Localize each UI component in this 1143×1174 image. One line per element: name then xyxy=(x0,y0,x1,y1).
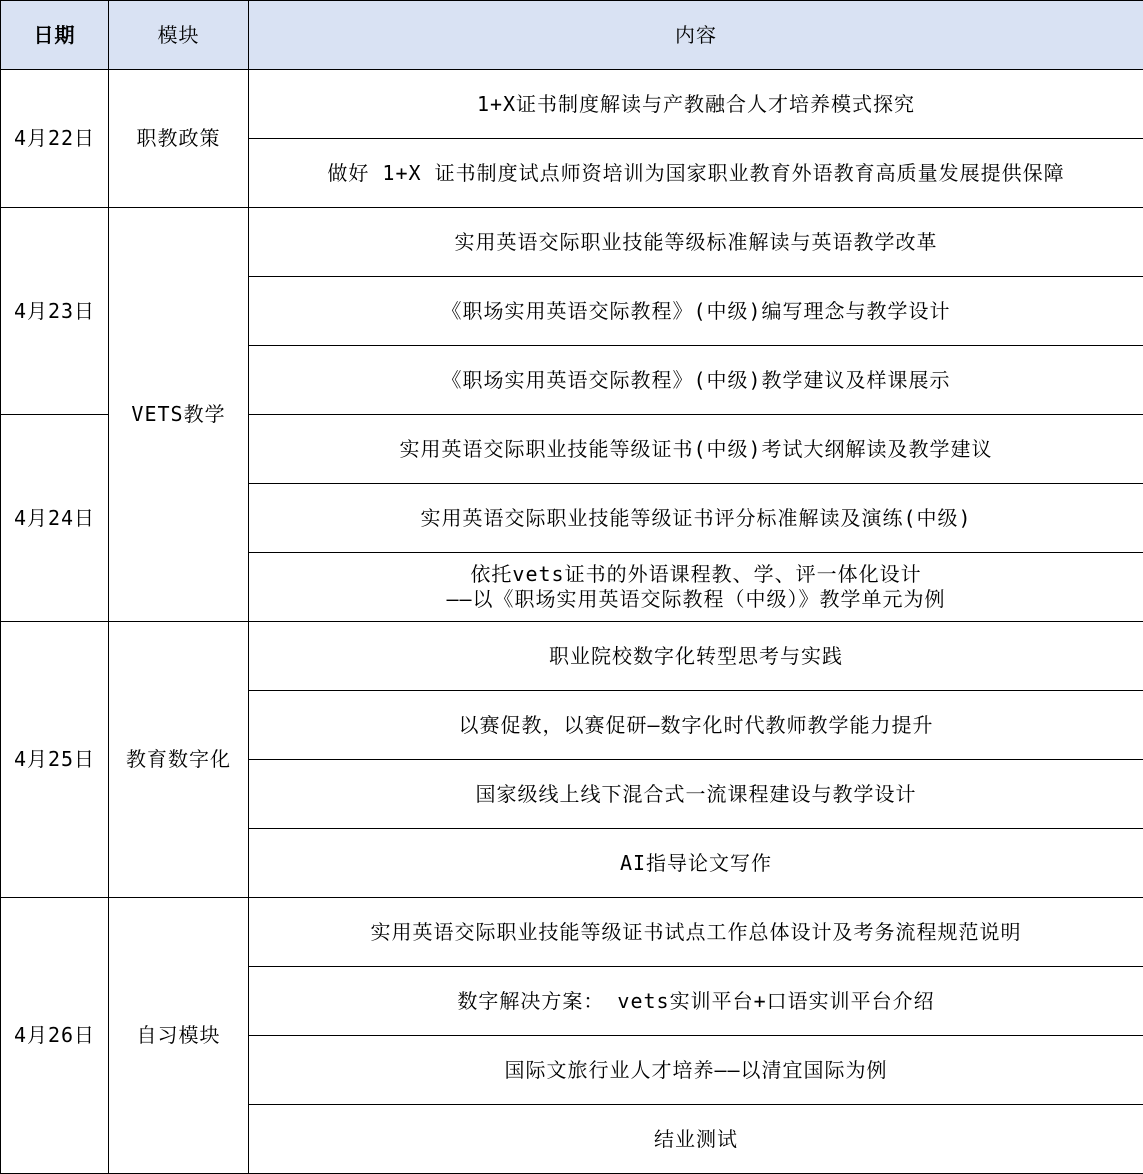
content-cell: 职业院校数字化转型思考与实践 xyxy=(249,622,1143,691)
table-row xyxy=(1,208,1143,277)
content-cell: 实用英语交际职业技能等级证书试点工作总体设计及考务流程规范说明 xyxy=(249,898,1143,967)
content-cell: 1+X证书制度解读与产教融合人才培养模式探究 xyxy=(249,70,1143,139)
content-cell: AI指导论文写作 xyxy=(249,829,1143,898)
header-module: 模块 xyxy=(109,1,249,70)
module-cell-self-study: 自习模块 xyxy=(109,898,249,1174)
header-row xyxy=(1,1,1143,70)
module-cell-policy: 职教政策 xyxy=(109,70,249,208)
date-cell-0423: 4月23日 xyxy=(1,208,109,415)
table-row xyxy=(1,70,1143,139)
date-cell-0422: 4月22日 xyxy=(1,70,109,208)
module-cell-digital: 教育数字化 xyxy=(109,622,249,898)
header-content: 内容 xyxy=(249,1,1143,70)
content-cell: 《职场实用英语交际教程》(中级)编写理念与教学设计 xyxy=(249,277,1143,346)
table-row xyxy=(1,898,1143,967)
content-cell: 实用英语交际职业技能等级标准解读与英语教学改革 xyxy=(249,208,1143,277)
header-date: 日期 xyxy=(1,1,109,70)
table-row xyxy=(1,622,1143,691)
content-cell: 结业测试 xyxy=(249,1105,1143,1174)
date-cell-0424: 4月24日 xyxy=(1,415,109,622)
date-cell-0425: 4月25日 xyxy=(1,622,109,898)
content-cell: 做好 1+X 证书制度试点师资培训为国家职业教育外语教育高质量发展提供保障 xyxy=(249,139,1143,208)
date-cell-0426: 4月26日 xyxy=(1,898,109,1174)
content-cell: 实用英语交际职业技能等级证书(中级)考试大纲解读及教学建议 xyxy=(249,415,1143,484)
content-line-2: ——以《职场实用英语交际教程（中级）》教学单元为例 xyxy=(446,587,946,611)
content-cell: 国家级线上线下混合式一流课程建设与教学设计 xyxy=(249,760,1143,829)
content-cell: 《职场实用英语交际教程》(中级)教学建议及样课展示 xyxy=(249,346,1143,415)
content-cell-two-line xyxy=(249,553,1143,622)
module-cell-vets: VETS教学 xyxy=(109,208,249,622)
content-cell: 国际文旅行业人才培养——以清宜国际为例 xyxy=(249,1036,1143,1105)
content-cell: 实用英语交际职业技能等级证书评分标准解读及演练(中级) xyxy=(249,484,1143,553)
content-line-1: 依托vets证书的外语课程教、学、评一体化设计 xyxy=(470,562,922,586)
content-cell: 数字解决方案： vets实训平台+口语实训平台介绍 xyxy=(249,967,1143,1036)
content-cell: 以赛促教，以赛促研—数字化时代教师教学能力提升 xyxy=(249,691,1143,760)
